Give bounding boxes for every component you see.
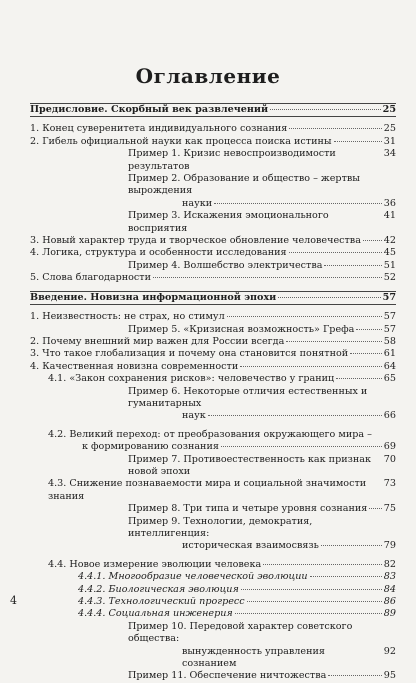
toc-entry[interactable] <box>30 247 396 259</box>
toc-entry-page: 45 <box>383 247 396 259</box>
toc-entry-page: 25 <box>382 104 396 115</box>
toc-entry[interactable] <box>30 410 396 422</box>
toc-entry-title: 4. Качественная новизна современности <box>30 360 239 372</box>
toc-entry[interactable] <box>30 646 396 671</box>
toc-section-intro[interactable] <box>30 292 396 305</box>
toc-entry[interactable] <box>30 571 396 583</box>
toc-entry-page: 84 <box>383 583 396 595</box>
toc-entry[interactable] <box>30 198 396 210</box>
toc-entry[interactable] <box>30 260 396 272</box>
toc-entry-line1[interactable]: Пример 2. Образование и общество – жертвы вырождения <box>128 173 360 197</box>
toc-entry-title: Пример 5. «Кризисная возможность» Грефа <box>128 323 355 335</box>
toc-entry-line1[interactable]: Пример 10. Передовой характер советского общества: <box>128 620 353 645</box>
toc-entry-title: 1. Конец суверенитета индивидуального сознания <box>30 123 288 135</box>
toc-entry-page: 69 <box>383 441 396 453</box>
toc-entry-line1[interactable]: 4.2. Великий переход: от преобразования окружающего мира – <box>48 428 372 440</box>
toc-entry-title: 4.3. Снижение познаваемости мира и социальной значимости знания <box>48 478 367 502</box>
toc-entry-page: 34 <box>383 148 396 160</box>
toc-entry-title: Пример 8. Три типа и четыре уровня сознания <box>128 503 368 515</box>
toc-entry-page: 70 <box>383 453 396 465</box>
toc-entry-page: 36 <box>383 197 396 209</box>
page-number: 4 <box>10 594 17 607</box>
toc-entry[interactable] <box>30 136 396 148</box>
toc-entry[interactable] <box>30 324 396 336</box>
toc-entry-page: 31 <box>383 135 396 147</box>
toc-entry-page: 57 <box>382 291 396 303</box>
toc-entry[interactable] <box>30 123 396 135</box>
toc-entry-title: 2. Почему внешний мир важен для России всегда <box>30 335 285 347</box>
toc-entry-page: 58 <box>383 335 396 347</box>
toc-entry-page: 42 <box>383 235 396 247</box>
toc-entry[interactable] <box>30 272 396 284</box>
toc-entry-title: вынужденность управления сознанием <box>182 645 325 670</box>
table-of-contents <box>30 103 396 683</box>
toc-entry[interactable] <box>30 336 396 348</box>
toc-entry[interactable] <box>30 596 396 608</box>
toc-entry[interactable] <box>30 348 396 360</box>
toc-entry-page: 89 <box>383 608 396 620</box>
toc-entry[interactable] <box>30 454 396 479</box>
toc-entry-title: 2. Гибель официальной науки как процесса поиска истины <box>30 135 332 147</box>
toc-entry-page: 79 <box>383 540 396 552</box>
toc-entry[interactable] <box>30 210 396 235</box>
page-title: Оглавление <box>135 64 281 88</box>
toc-entry-page: 65 <box>383 373 396 385</box>
toc-entry-title: 4.1. «Закон сохранения рисков»: человечество у границ <box>48 373 335 385</box>
toc-entry-page: 51 <box>383 259 396 271</box>
toc-entry[interactable] <box>30 373 396 385</box>
toc-entry-page: 64 <box>383 360 396 372</box>
toc-entry-page: 86 <box>383 596 396 608</box>
toc-section-preface[interactable] <box>30 104 396 117</box>
toc-entry-title: Введение. Новизна информационной эпохи <box>30 291 277 303</box>
toc-entry-title: 1. Неизвестность: не страх, но стимул <box>30 311 225 323</box>
toc-entry-title: Пример 3. Искажения эмоционального восприятия <box>128 210 329 234</box>
toc-entry-title: 4.4.1. Многообразие человеческой эволюции <box>78 571 308 583</box>
toc-entry-page: 92 <box>383 645 396 657</box>
toc-entry-title: 4.4.2. Биологическая эволюция <box>78 583 239 595</box>
toc-entry-title: науки <box>182 197 213 209</box>
toc-entry[interactable] <box>30 670 396 682</box>
toc-entry[interactable] <box>30 559 396 571</box>
toc-entry-page: 61 <box>383 348 396 360</box>
toc-entry[interactable] <box>30 584 396 596</box>
toc-entry-title: 5. Слова благодарности <box>30 272 151 284</box>
toc-entry-title: историческая взаимосвязь <box>182 540 319 552</box>
toc-entry[interactable] <box>30 311 396 323</box>
toc-entry-title: к формированию сознания <box>82 441 219 453</box>
toc-entry-title: 4.4.4. Социальная инженерия <box>78 608 233 620</box>
toc-entry-page: 66 <box>383 410 396 422</box>
toc-entry[interactable] <box>30 235 396 247</box>
toc-entry-page: 57 <box>383 311 396 323</box>
toc-entry[interactable] <box>30 361 396 373</box>
toc-entry[interactable] <box>30 148 396 173</box>
toc-entry[interactable] <box>30 478 396 503</box>
toc-entry-title: 4.4. Новое измерение эволюции человека <box>48 558 262 570</box>
toc-entry-page: 82 <box>383 558 396 570</box>
toc-entry-title: 3. Новый характер труда и творческое обновление человечества <box>30 235 361 247</box>
toc-entry[interactable] <box>30 503 396 515</box>
toc-entry-title: Предисловие. Скорбный век развлечений <box>30 104 269 115</box>
toc-entry[interactable] <box>30 608 396 620</box>
toc-entry-title: 4. Логика, структура и особенности исследования <box>30 247 287 259</box>
toc-entry-title: Пример 4. Волшебство электричества <box>128 259 323 271</box>
toc-entry-title: Пример 7. Противоестественность как признак новой эпохи <box>128 453 371 477</box>
toc-entry-page: 75 <box>383 503 396 515</box>
toc-entry-title: Пример 11. Обеспечение ничтожества <box>128 670 327 682</box>
toc-entry-page: 83 <box>383 571 396 583</box>
toc-entry[interactable] <box>30 441 396 453</box>
toc-entry-title: наук <box>182 410 206 422</box>
toc-entry-page: 25 <box>383 123 396 135</box>
toc-entry-page: 95 <box>383 670 396 682</box>
toc-entry-title: 3. Что такое глобализация и почему она становится понятной <box>30 348 349 360</box>
toc-entry-page: 41 <box>383 210 396 222</box>
toc-entry-page: 52 <box>383 272 396 284</box>
toc-entry-page: 73 <box>383 478 396 490</box>
toc-entry-title: 4.4.3. Технологический прогресс <box>78 596 245 608</box>
toc-entry-line1[interactable]: Пример 6. Некоторые отличия естественных и гуманитарных <box>128 385 368 409</box>
toc-entry-title: Пример 1. Кризис невоспроизводимости результатов <box>128 148 336 172</box>
toc-entry[interactable] <box>30 540 396 552</box>
toc-entry-page: 57 <box>383 323 396 335</box>
toc-entry-line1[interactable]: Пример 9. Технологии, демократия, интеллигенция: <box>128 515 313 539</box>
